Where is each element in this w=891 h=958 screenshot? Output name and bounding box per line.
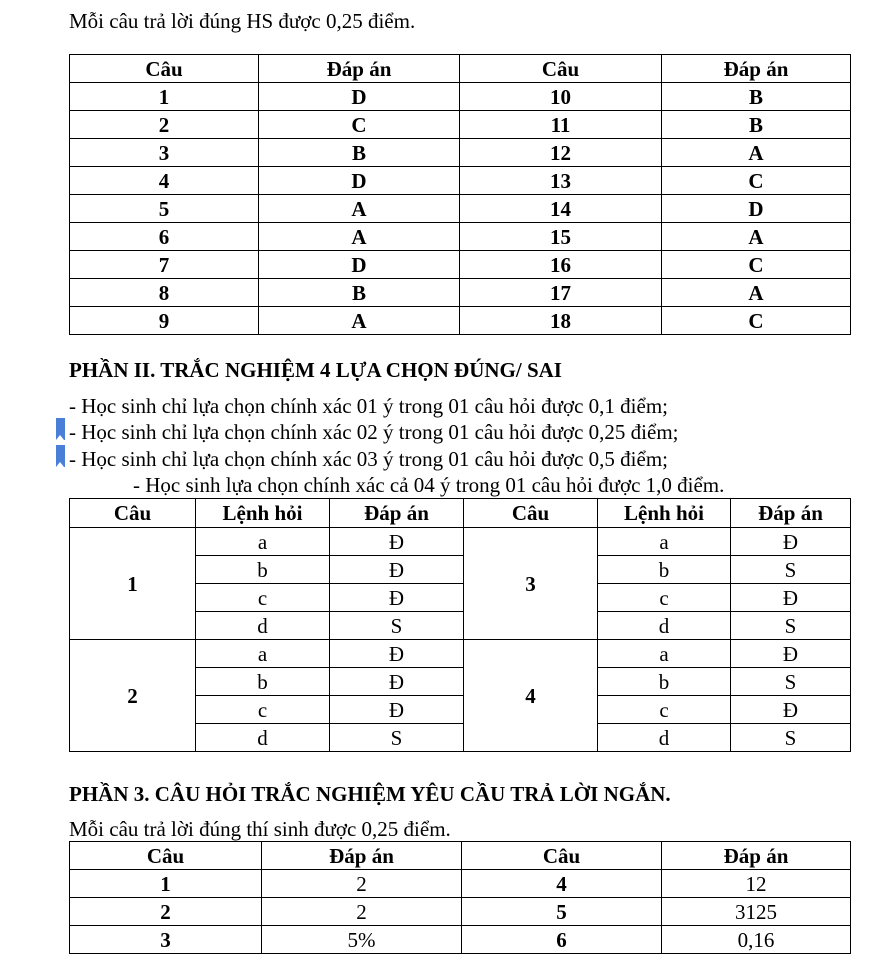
question-number: 7	[70, 251, 259, 279]
question-number: 4	[462, 870, 662, 898]
header-dap-an: Đáp án	[731, 499, 851, 528]
question-number: 13	[460, 167, 662, 195]
sub-item-letter: a	[598, 640, 731, 668]
part3-short-answer-table	[69, 841, 851, 954]
sub-item-letter: d	[598, 612, 731, 640]
answer-cell: 12	[662, 870, 851, 898]
question-number: 6	[70, 223, 259, 251]
sub-item-letter: a	[196, 640, 330, 668]
answer-cell: 2	[262, 898, 462, 926]
table-header-row	[70, 499, 851, 528]
answer-cell: Đ	[731, 528, 851, 556]
answer-cell: B	[259, 139, 460, 167]
question-number: 10	[460, 83, 662, 111]
table-row	[70, 898, 851, 926]
header-cau: Câu	[70, 842, 262, 870]
table-row	[70, 139, 851, 167]
answer-cell: Đ	[731, 640, 851, 668]
header-lenh-hoi: Lệnh hỏi	[196, 499, 330, 528]
part3-intro: Mỗi câu trả lời đúng thí sinh được 0,25 điểm.	[69, 817, 451, 841]
answer-cell: 5%	[262, 926, 462, 954]
answer-cell: S	[330, 724, 464, 752]
header-dap-an: Đáp án	[259, 55, 460, 83]
question-number: 4	[464, 640, 598, 752]
question-number: 8	[70, 279, 259, 307]
table-header-row	[70, 55, 851, 83]
table-row	[70, 251, 851, 279]
answer-cell: C	[662, 167, 851, 195]
answer-cell: D	[259, 83, 460, 111]
sub-item-letter: b	[196, 668, 330, 696]
answer-cell: 3125	[662, 898, 851, 926]
part2-true-false-table	[69, 498, 851, 752]
header-dap-an: Đáp án	[662, 842, 851, 870]
bookmark-marker-icon	[56, 418, 65, 440]
answer-cell: Đ	[731, 696, 851, 724]
bookmark-marker-icon	[56, 445, 65, 467]
rule-line: - Học sinh chỉ lựa chọn chính xác 01 ý trong 01 câu hỏi được 0,1 điểm;	[69, 394, 668, 418]
question-number: 9	[70, 307, 259, 335]
table-row	[70, 111, 851, 139]
header-cau: Câu	[464, 499, 598, 528]
question-number: 5	[462, 898, 662, 926]
answer-cell: S	[731, 724, 851, 752]
question-number: 1	[70, 870, 262, 898]
table-row	[70, 926, 851, 954]
question-number: 17	[460, 279, 662, 307]
question-number: 14	[460, 195, 662, 223]
table-row	[70, 307, 851, 335]
answer-cell: D	[662, 195, 851, 223]
answer-cell: Đ	[330, 640, 464, 668]
answer-cell: A	[259, 307, 460, 335]
question-number: 5	[70, 195, 259, 223]
question-number: 16	[460, 251, 662, 279]
answer-cell: 0,16	[662, 926, 851, 954]
header-dap-an: Đáp án	[662, 55, 851, 83]
answer-cell: C	[662, 307, 851, 335]
header-cau: Câu	[460, 55, 662, 83]
sub-item-letter: b	[196, 556, 330, 584]
header-dap-an: Đáp án	[330, 499, 464, 528]
question-number: 1	[70, 528, 196, 640]
answer-cell: Đ	[330, 668, 464, 696]
question-number: 4	[70, 167, 259, 195]
answer-cell: S	[731, 668, 851, 696]
sub-item-letter: c	[196, 584, 330, 612]
sub-item-letter: a	[196, 528, 330, 556]
answer-cell: A	[662, 139, 851, 167]
question-number: 3	[70, 139, 259, 167]
answer-cell: D	[259, 167, 460, 195]
answer-cell: Đ	[330, 528, 464, 556]
sub-item-letter: a	[598, 528, 731, 556]
sub-item-letter: b	[598, 556, 731, 584]
question-number: 3	[70, 926, 262, 954]
table-row	[70, 528, 851, 556]
rule-line: - Học sinh lựa chọn chính xác cả 04 ý trong 01 câu hỏi được 1,0 điểm.	[133, 473, 725, 497]
sub-item-letter: c	[598, 696, 731, 724]
table-row	[70, 223, 851, 251]
intro-text: Mỗi câu trả lời đúng HS được 0,25 điểm.	[69, 9, 416, 33]
sub-item-letter: d	[598, 724, 731, 752]
question-number: 3	[464, 528, 598, 640]
answer-cell: Đ	[330, 696, 464, 724]
answer-cell: Đ	[330, 556, 464, 584]
header-dap-an: Đáp án	[262, 842, 462, 870]
part1-answer-table	[69, 54, 851, 335]
answer-cell: B	[662, 83, 851, 111]
question-number: 1	[70, 83, 259, 111]
question-number: 18	[460, 307, 662, 335]
sub-item-letter: d	[196, 724, 330, 752]
question-number: 2	[70, 640, 196, 752]
table-row	[70, 870, 851, 898]
question-number: 15	[460, 223, 662, 251]
answer-cell: C	[259, 111, 460, 139]
answer-cell: C	[662, 251, 851, 279]
header-cau: Câu	[462, 842, 662, 870]
answer-cell: S	[330, 612, 464, 640]
sub-item-letter: c	[598, 584, 731, 612]
answer-cell: S	[731, 556, 851, 584]
table-row	[70, 279, 851, 307]
answer-cell: 2	[262, 870, 462, 898]
sub-item-letter: c	[196, 696, 330, 724]
answer-cell: B	[259, 279, 460, 307]
part3-title: PHẦN 3. CÂU HỎI TRẮC NGHIỆM YÊU CẦU TRẢ LỜI NGẮN.	[69, 782, 671, 806]
answer-cell: B	[662, 111, 851, 139]
table-row	[70, 195, 851, 223]
table-row	[70, 640, 851, 668]
question-number: 6	[462, 926, 662, 954]
table-row	[70, 83, 851, 111]
answer-cell: A	[662, 223, 851, 251]
rule-line: - Học sinh chỉ lựa chọn chính xác 03 ý trong 01 câu hỏi được 0,5 điểm;	[69, 447, 668, 471]
answer-cell: A	[259, 195, 460, 223]
sub-item-letter: b	[598, 668, 731, 696]
rule-line: - Học sinh chỉ lựa chọn chính xác 02 ý trong 01 câu hỏi được 0,25 điểm;	[69, 420, 679, 444]
answer-cell: Đ	[330, 584, 464, 612]
answer-cell: Đ	[731, 584, 851, 612]
question-number: 2	[70, 111, 259, 139]
header-lenh-hoi: Lệnh hỏi	[598, 499, 731, 528]
question-number: 11	[460, 111, 662, 139]
table-row	[70, 167, 851, 195]
question-number: 12	[460, 139, 662, 167]
question-number: 2	[70, 898, 262, 926]
table-header-row	[70, 842, 851, 870]
answer-cell: D	[259, 251, 460, 279]
answer-cell: A	[259, 223, 460, 251]
answer-cell: A	[662, 279, 851, 307]
header-cau: Câu	[70, 55, 259, 83]
answer-cell: S	[731, 612, 851, 640]
header-cau: Câu	[70, 499, 196, 528]
sub-item-letter: d	[196, 612, 330, 640]
part2-title: PHẦN II. TRẮC NGHIỆM 4 LỰA CHỌN ĐÚNG/ SAI	[69, 358, 562, 382]
